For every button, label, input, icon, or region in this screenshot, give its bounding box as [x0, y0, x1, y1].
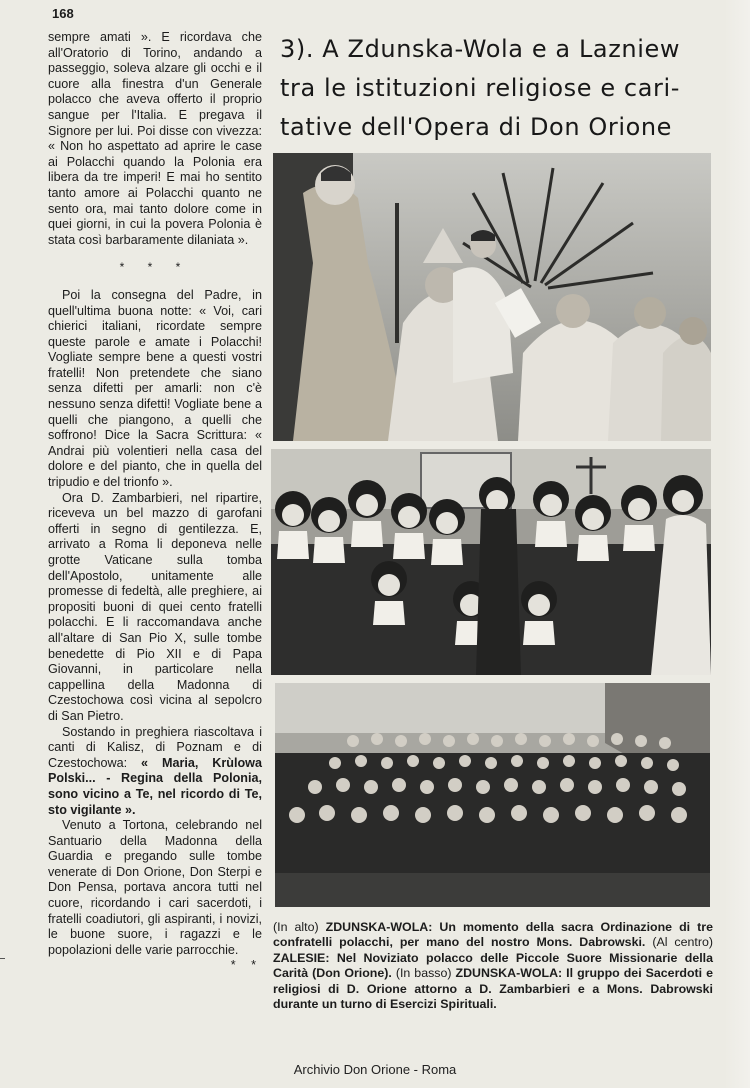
caption-top: ZDUNSKA-WOLA: Un momento della sacra Ordinazione di tre confratelli polacchi, per mano del nostro Mons. Dabrowski. [273, 920, 713, 950]
archive-footer: Archivio Don Orione - Roma [293, 1062, 457, 1077]
article-column [48, 30, 262, 974]
paragraph-1: sempre amati ». E ricordava che all'Oratorio di Torino, andando a passeggio, soleva alzare gli occhi e il cuore alla finestra d'un Generale polacco che aveva offerto il proprio sangue per l'Italia. E pregava il Signore per lui. Poi disse con vivezza: « Non ho aspettato ad aprire le case ai Polacchi quando la Polonia era libera da tre imperi! E mai ho sentito tanto amore ai Polacchi quanto ne sento ora, mai tanto dolore come in quei giorni, in cui la povera Polonia è stata così barbaramente dilaniata ». [48, 30, 262, 247]
ordination-photo [273, 153, 711, 441]
scan-edge [724, 0, 750, 1088]
title-line-2: tra le istituzioni religiose e cari- [280, 74, 681, 102]
novitiate-photo [271, 449, 711, 675]
paragraph-4-quote: « Maria, Krùlowa Polski... - Regina della Polonia, sono vicino a Te, nel ricordo di Te, sto vigilante ». [48, 755, 262, 817]
novitiate-photo-image [271, 449, 711, 675]
section-title [280, 30, 720, 147]
title-line-3: tative dell'Opera di Don Orione [280, 113, 673, 141]
page-number: 168 [52, 6, 74, 21]
title-line-1: 3). A Zdunska-Wola e a Lazniew [280, 35, 681, 63]
paragraph-5 [48, 818, 262, 973]
ordination-photo-image [273, 153, 711, 441]
caption-lead-top: (In alto) [273, 920, 326, 934]
group-photo-image [275, 683, 710, 907]
paragraph-3: Ora D. Zambarbieri, nel ripartire, riceveva un bel mazzo di garofani offerti in segno di gentilezza. E, arrivato a Roma li deponeva nelle grotte Vaticane sulla tomba dell'Apostolo, unitamente alle promesse di fedeltà, alle preghiere, ai propositi buoni di quei cento fratelli polacchi. E li raccomandava anche all'altare di San Pio X, sulle tombe benedette di Pio XII e di Papa Giovanni, in particolare nella cappellina della Madonna di Czestochowa così vicina al sepolcro di San Pietro. [48, 490, 262, 723]
section-separator: * * * [119, 260, 191, 275]
paragraph-4 [48, 725, 262, 819]
paragraph-5-text: Venuto a Tortona, celebrando nel Santuario della Madonna della Guardia e pregando sulle tombe venerate di Don Orione, Don Sterpi e Don Pensa, portava ancora tutti nel cuore, ricordando i cari sacerdoti, i fratelli coadiutori, gli aspiranti, i novizi, le buone suore, i ragazzi e le popolazioni delle varie parrocchie. [48, 818, 262, 957]
paragraph-2: Poi la consegna del Padre, in quell'ultima buona notte: « Voi, cari chierici italiani, ricordate sempre queste parole e amate i Polacchi! Vogliate sempre bene a questi vostri fratelli! Non pretendete che siano senza difetti per amarli: non c'è nessuno senza difetti! Vogliate bene a quelli che piangono, a quelli che soffrono! Dice la Sacra Scrittura: « Andrai più volentieri nella casa del dolore e del pianto, che in quella del tripudio e del trionfo ». [48, 287, 262, 490]
caption-lead-center: (Al centro) [645, 935, 713, 950]
caption-center: ZALESIE: Nel Noviziato polacco delle Piccole Suore Missionarie della Carità (Don Orione). [273, 950, 713, 981]
end-mark: * * [230, 958, 262, 973]
margin-mark [0, 958, 5, 959]
group-photo [275, 683, 710, 907]
paragraph-4-text: Sostando in preghiera riascoltava i canti di Kalisz, di Poznam e di Czestochowa: [48, 724, 262, 770]
caption-lead-bottom: (In basso) [391, 966, 456, 981]
photo-caption [273, 920, 713, 1012]
caption-bottom: ZDUNSKA-WOLA: Il gruppo dei Sacerdoti e religiosi di D. Orione attorno a D. Zambarbieri e a Mons. Dabrowski durante un turno di Esercizi Spirituali. [273, 966, 713, 1012]
